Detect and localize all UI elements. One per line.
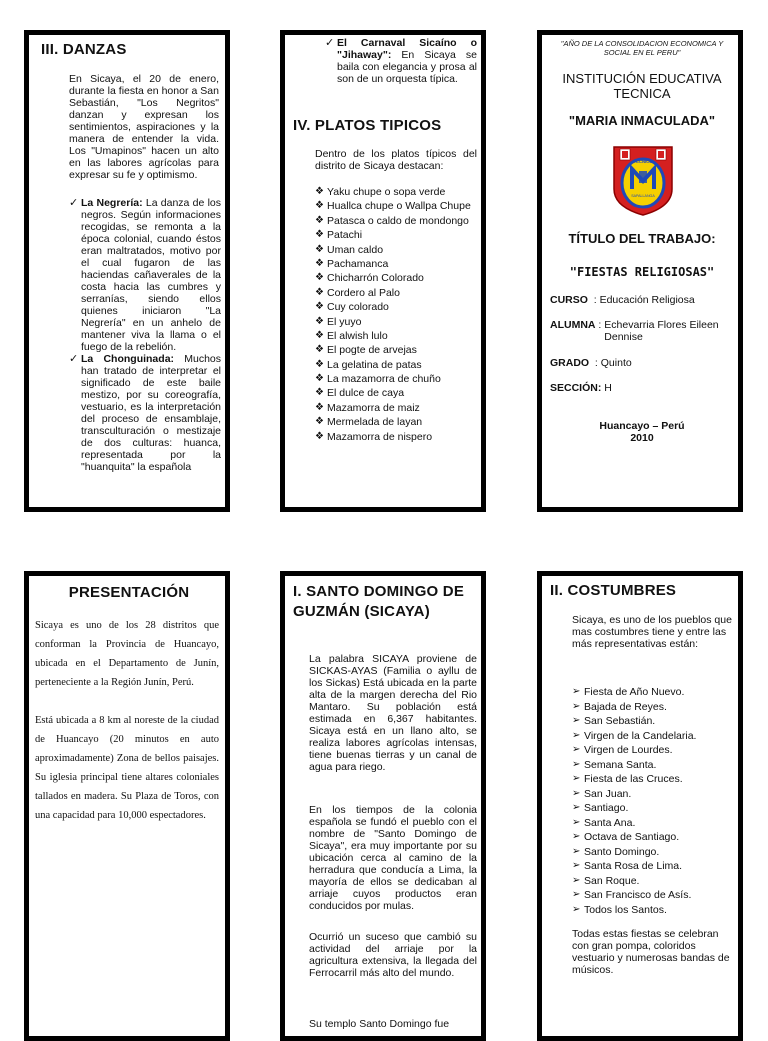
year-motto: "AÑO DE LA CONSOLIDACION ECONOMICA Y SOCIAL EN EL PERU" bbox=[560, 39, 724, 57]
list-item: ❖ Cordero al Palo bbox=[315, 286, 400, 299]
dance-description: La danza de los negros. Según informaciones recogidas, se remonta a la época colonial, cuando éstos eran maltratados, motivo por el cual fugaron de las haciendas cañaverales de la costa hacia las cumbres y serranías, siendo ellos quienes iniciaron "La Negrería" en un anhelo de mantener viva la llama o el fuego de la rebelión. bbox=[81, 197, 221, 353]
list-item: ❖ El pogte de arvejas bbox=[315, 344, 417, 357]
presentacion-paragraph: Está ubicada a 8 km al noreste de la ciudad de Huancayo (20 minutos en auto aproximadamente) Zona de bellos paisajes. Su iglesia principal tiene altares coloniales tallados en madera. Su Plaza de Toros, con una capacidad para 10,000 espectadores. bbox=[35, 715, 219, 821]
list-item: ➢ San Roque. bbox=[572, 874, 640, 887]
arrow-bullet-icon: ➢ bbox=[572, 874, 581, 886]
arrow-bullet-icon: ➢ bbox=[572, 860, 581, 871]
carnaval-name: El Carnaval Sicaíno o "Jihaway": bbox=[337, 37, 477, 61]
santo-domingo-paragraph: Su templo Santo Domingo fue bbox=[309, 1018, 450, 1030]
list-item: ➢ Bajada de Reyes. bbox=[572, 700, 667, 713]
list-item: ❖ Huallca chupe o Wallpa Chupe bbox=[315, 200, 471, 213]
carnaval-item bbox=[325, 37, 477, 85]
list-item: ❖ El yuyo bbox=[315, 315, 362, 328]
diamond-bullet-icon: ❖ bbox=[315, 329, 324, 341]
svg-text:SAPALLANGA: SAPALLANGA bbox=[631, 194, 655, 198]
cover-footer bbox=[548, 420, 736, 444]
list-item: ➢ Santa Ana. bbox=[572, 816, 636, 829]
list-item: ❖ Uman caldo bbox=[315, 243, 384, 256]
diamond-bullet-icon: ❖ bbox=[315, 401, 324, 413]
arrow-bullet-icon: ➢ bbox=[572, 831, 581, 842]
diamond-bullet-icon: ❖ bbox=[315, 214, 324, 226]
panel-cover bbox=[537, 30, 743, 512]
list-item: ➢ San Juan. bbox=[572, 787, 632, 800]
diamond-bullet-icon: ❖ bbox=[315, 344, 324, 356]
panel-santo-domingo bbox=[280, 571, 486, 1041]
arrow-bullet-icon: ➢ bbox=[572, 889, 581, 900]
diamond-bullet-icon: ❖ bbox=[315, 315, 324, 327]
list-item: ➢ Octava de Santiago. bbox=[572, 831, 680, 843]
diamond-bullet-icon: ❖ bbox=[315, 286, 324, 298]
list-item: ➢ San Sebastián. bbox=[572, 715, 656, 727]
arrow-bullet-icon: ➢ bbox=[572, 686, 581, 697]
danzas-list bbox=[69, 197, 221, 473]
arrow-bullet-icon: ➢ bbox=[572, 773, 581, 784]
panel-platos bbox=[280, 30, 486, 512]
check-icon: ✓ bbox=[69, 353, 79, 365]
svg-text:TECNICO: TECNICO bbox=[633, 159, 653, 164]
list-item: ❖ Mazamorra de nispero bbox=[315, 430, 433, 443]
section-title-presentacion: PRESENTACIÓN bbox=[68, 584, 190, 601]
diamond-bullet-icon: ❖ bbox=[315, 186, 324, 197]
section-title-danzas: III. DANZAS bbox=[41, 41, 127, 58]
arrow-bullet-icon: ➢ bbox=[572, 802, 581, 813]
diamond-bullet-icon: ❖ bbox=[315, 229, 324, 241]
list-item: ➢ Todos los Santos. bbox=[572, 903, 667, 916]
diamond-bullet-icon: ❖ bbox=[315, 272, 324, 284]
diamond-bullet-icon: ❖ bbox=[315, 373, 324, 385]
arrow-bullet-icon: ➢ bbox=[572, 729, 581, 741]
santo-domingo-paragraph: Ocurrió un suceso que cambió su actividad del arriaje por la agricultura extensiva, la llegada del Ferrocarril más alto del mundo. bbox=[309, 931, 477, 979]
diamond-bullet-icon: ❖ bbox=[315, 430, 324, 442]
arrow-bullet-icon: ➢ bbox=[572, 903, 581, 915]
panel-presentacion bbox=[24, 571, 230, 1041]
platos-intro: Dentro de los platos típicos del distrito de Sicaya destacan: bbox=[315, 148, 477, 172]
costumbres-closing: Todas estas fiestas se celebran con gran pompa, coloridos vestuario y numerosas bandas de músicos. bbox=[572, 928, 730, 976]
list-item: ❖ Chicharrón Colorado bbox=[315, 272, 424, 285]
arrow-bullet-icon: ➢ bbox=[572, 700, 581, 712]
list-item: ❖ Pachamanca bbox=[315, 257, 389, 270]
diamond-bullet-icon: ❖ bbox=[315, 301, 324, 313]
list-item: ❖ Cuy colorado bbox=[315, 301, 389, 314]
costumbres-list bbox=[572, 686, 734, 918]
school-crest-icon bbox=[612, 145, 674, 217]
list-item: ❖ El dulce de caya bbox=[315, 387, 405, 400]
presentacion-paragraph: Sicaya es uno de los 28 distritos que conforman la Provincia de Huancayo, ubicada en el Departamento de Junín, perteneciente a la Región Junín, Perú. bbox=[35, 620, 219, 688]
diamond-bullet-icon: ❖ bbox=[315, 200, 324, 212]
list-item: ➢ Virgen de la Candelaria. bbox=[572, 729, 697, 742]
diamond-bullet-icon: ❖ bbox=[315, 416, 324, 428]
platos-list bbox=[315, 186, 477, 445]
list-item: ➢ Fiesta de Año Nuevo. bbox=[572, 686, 685, 698]
arrow-bullet-icon: ➢ bbox=[572, 758, 581, 770]
santo-domingo-paragraph: La palabra SICAYA proviene de SICKAS-AYAS (Familia o ayllu de los Sickas) Está ubicada en la parte alta de la margen derecha del Rio Mantaro. Su población está estimada en 6,367 habitantes. Sicaya está en un llano alto, se realiza labores agrícolas intensas, tiene buenas tierras y un canal de agua para riego. bbox=[309, 653, 477, 773]
field-grado: GRADO : Quinto bbox=[550, 357, 632, 369]
title-label: TÍTULO DEL TRABAJO: bbox=[568, 231, 716, 246]
check-icon: ✓ bbox=[69, 197, 79, 209]
section-title-platos: IV. PLATOS TIPICOS bbox=[293, 117, 442, 134]
list-item: ❖ Yaku chupe o sopa verde bbox=[315, 186, 446, 198]
work-title: "FIESTAS RELIGIOSAS" bbox=[569, 265, 715, 279]
carnaval-description: En Sicaya se baila con elegancia y prosa al son de un orquesta típica. bbox=[337, 49, 477, 85]
list-item: ➢ Santo Domingo. bbox=[572, 845, 660, 858]
list-item bbox=[69, 197, 221, 353]
list-item: ❖ La gelatina de patas bbox=[315, 358, 422, 371]
diamond-bullet-icon: ❖ bbox=[315, 243, 324, 255]
list-item: ➢ Semana Santa. bbox=[572, 758, 657, 771]
list-item: ❖ La mazamorra de chuño bbox=[315, 373, 441, 386]
arrow-bullet-icon: ➢ bbox=[572, 787, 581, 799]
section-title-costumbres: II. COSTUMBRES bbox=[550, 582, 677, 599]
list-item: ❖ El alwish lulo bbox=[315, 329, 388, 342]
list-item: ➢ Santiago. bbox=[572, 802, 629, 814]
list-item: ➢ Fiesta de las Cruces. bbox=[572, 773, 683, 785]
field-alumna: ALUMNA : Echevarria Flores Eileen Dennise bbox=[550, 319, 719, 343]
list-item: ➢ Santa Rosa de Lima. bbox=[572, 860, 683, 872]
list-item: ➢ San Francisco de Asís. bbox=[572, 889, 692, 901]
institution-name: INSTITUCIÓN EDUCATIVA TECNICA bbox=[562, 71, 722, 101]
place: Huancayo – Perú bbox=[599, 420, 685, 432]
santo-domingo-paragraph: En los tiempos de la colonia española se fundó el pueblo con el nombre de "Santo Domingo de Sicaya", era muy importante por su ubicación cerca al camino de la herradura que conducía a Lima, la mayoría de ellos se dedicaban al arriaje cuyos productos eran conducidos por mulas. bbox=[309, 804, 477, 912]
list-item: ❖ Patasca o caldo de mondongo bbox=[315, 214, 469, 227]
costumbres-intro: Sicaya, es uno de los pueblos que mas costumbres tiene y entre las más representativas están: bbox=[572, 614, 732, 650]
list-item bbox=[69, 353, 221, 473]
dance-name: La Negrería: bbox=[81, 197, 143, 209]
diamond-bullet-icon: ❖ bbox=[315, 257, 324, 269]
arrow-bullet-icon: ➢ bbox=[572, 715, 581, 726]
list-item: ❖ Patachi bbox=[315, 229, 363, 242]
arrow-bullet-icon: ➢ bbox=[572, 845, 581, 857]
list-item: ❖ Mazamorra de maiz bbox=[315, 401, 420, 414]
year: 2010 bbox=[630, 432, 654, 444]
panel-costumbres bbox=[537, 571, 743, 1041]
list-item: ➢ Virgen de Lourdes. bbox=[572, 744, 673, 756]
arrow-bullet-icon: ➢ bbox=[572, 744, 581, 755]
dance-description: Muchos han tratado de interpretar el significado de este baile mestizo, por su coreografía, vestuario, es la interpretación del proceso de ensamblaje, transculturación o mestizaje de dos culturas: huanca, representada por la "huanquita" la española bbox=[81, 353, 221, 473]
diamond-bullet-icon: ❖ bbox=[315, 387, 324, 399]
school-name: "MARIA INMACULADA" bbox=[568, 113, 716, 128]
field-curso: CURSO : Educación Religiosa bbox=[550, 294, 695, 306]
panel-danzas bbox=[24, 30, 230, 512]
section-title-santo-domingo: I. SANTO DOMINGO DE GUZMÁN (SICAYA) bbox=[293, 583, 465, 620]
dance-name: La Chonguinada: bbox=[81, 353, 175, 365]
field-seccion: SECCIÓN: H bbox=[550, 382, 612, 394]
diamond-bullet-icon: ❖ bbox=[315, 358, 324, 370]
list-item: ❖ Mermelada de layan bbox=[315, 416, 423, 429]
danzas-intro: En Sicaya, el 20 de enero, durante la fiesta en honor a San Sebastián, "Los Negritos" danzan y expresan los sentimientos, aspiraciones y la manera de entender la vida. Los "Umapinos" hacen un alto en las labores agrícolas para expresar su fe y optimismo. bbox=[69, 73, 219, 181]
arrow-bullet-icon: ➢ bbox=[572, 816, 581, 828]
check-icon: ✓ bbox=[325, 37, 335, 49]
